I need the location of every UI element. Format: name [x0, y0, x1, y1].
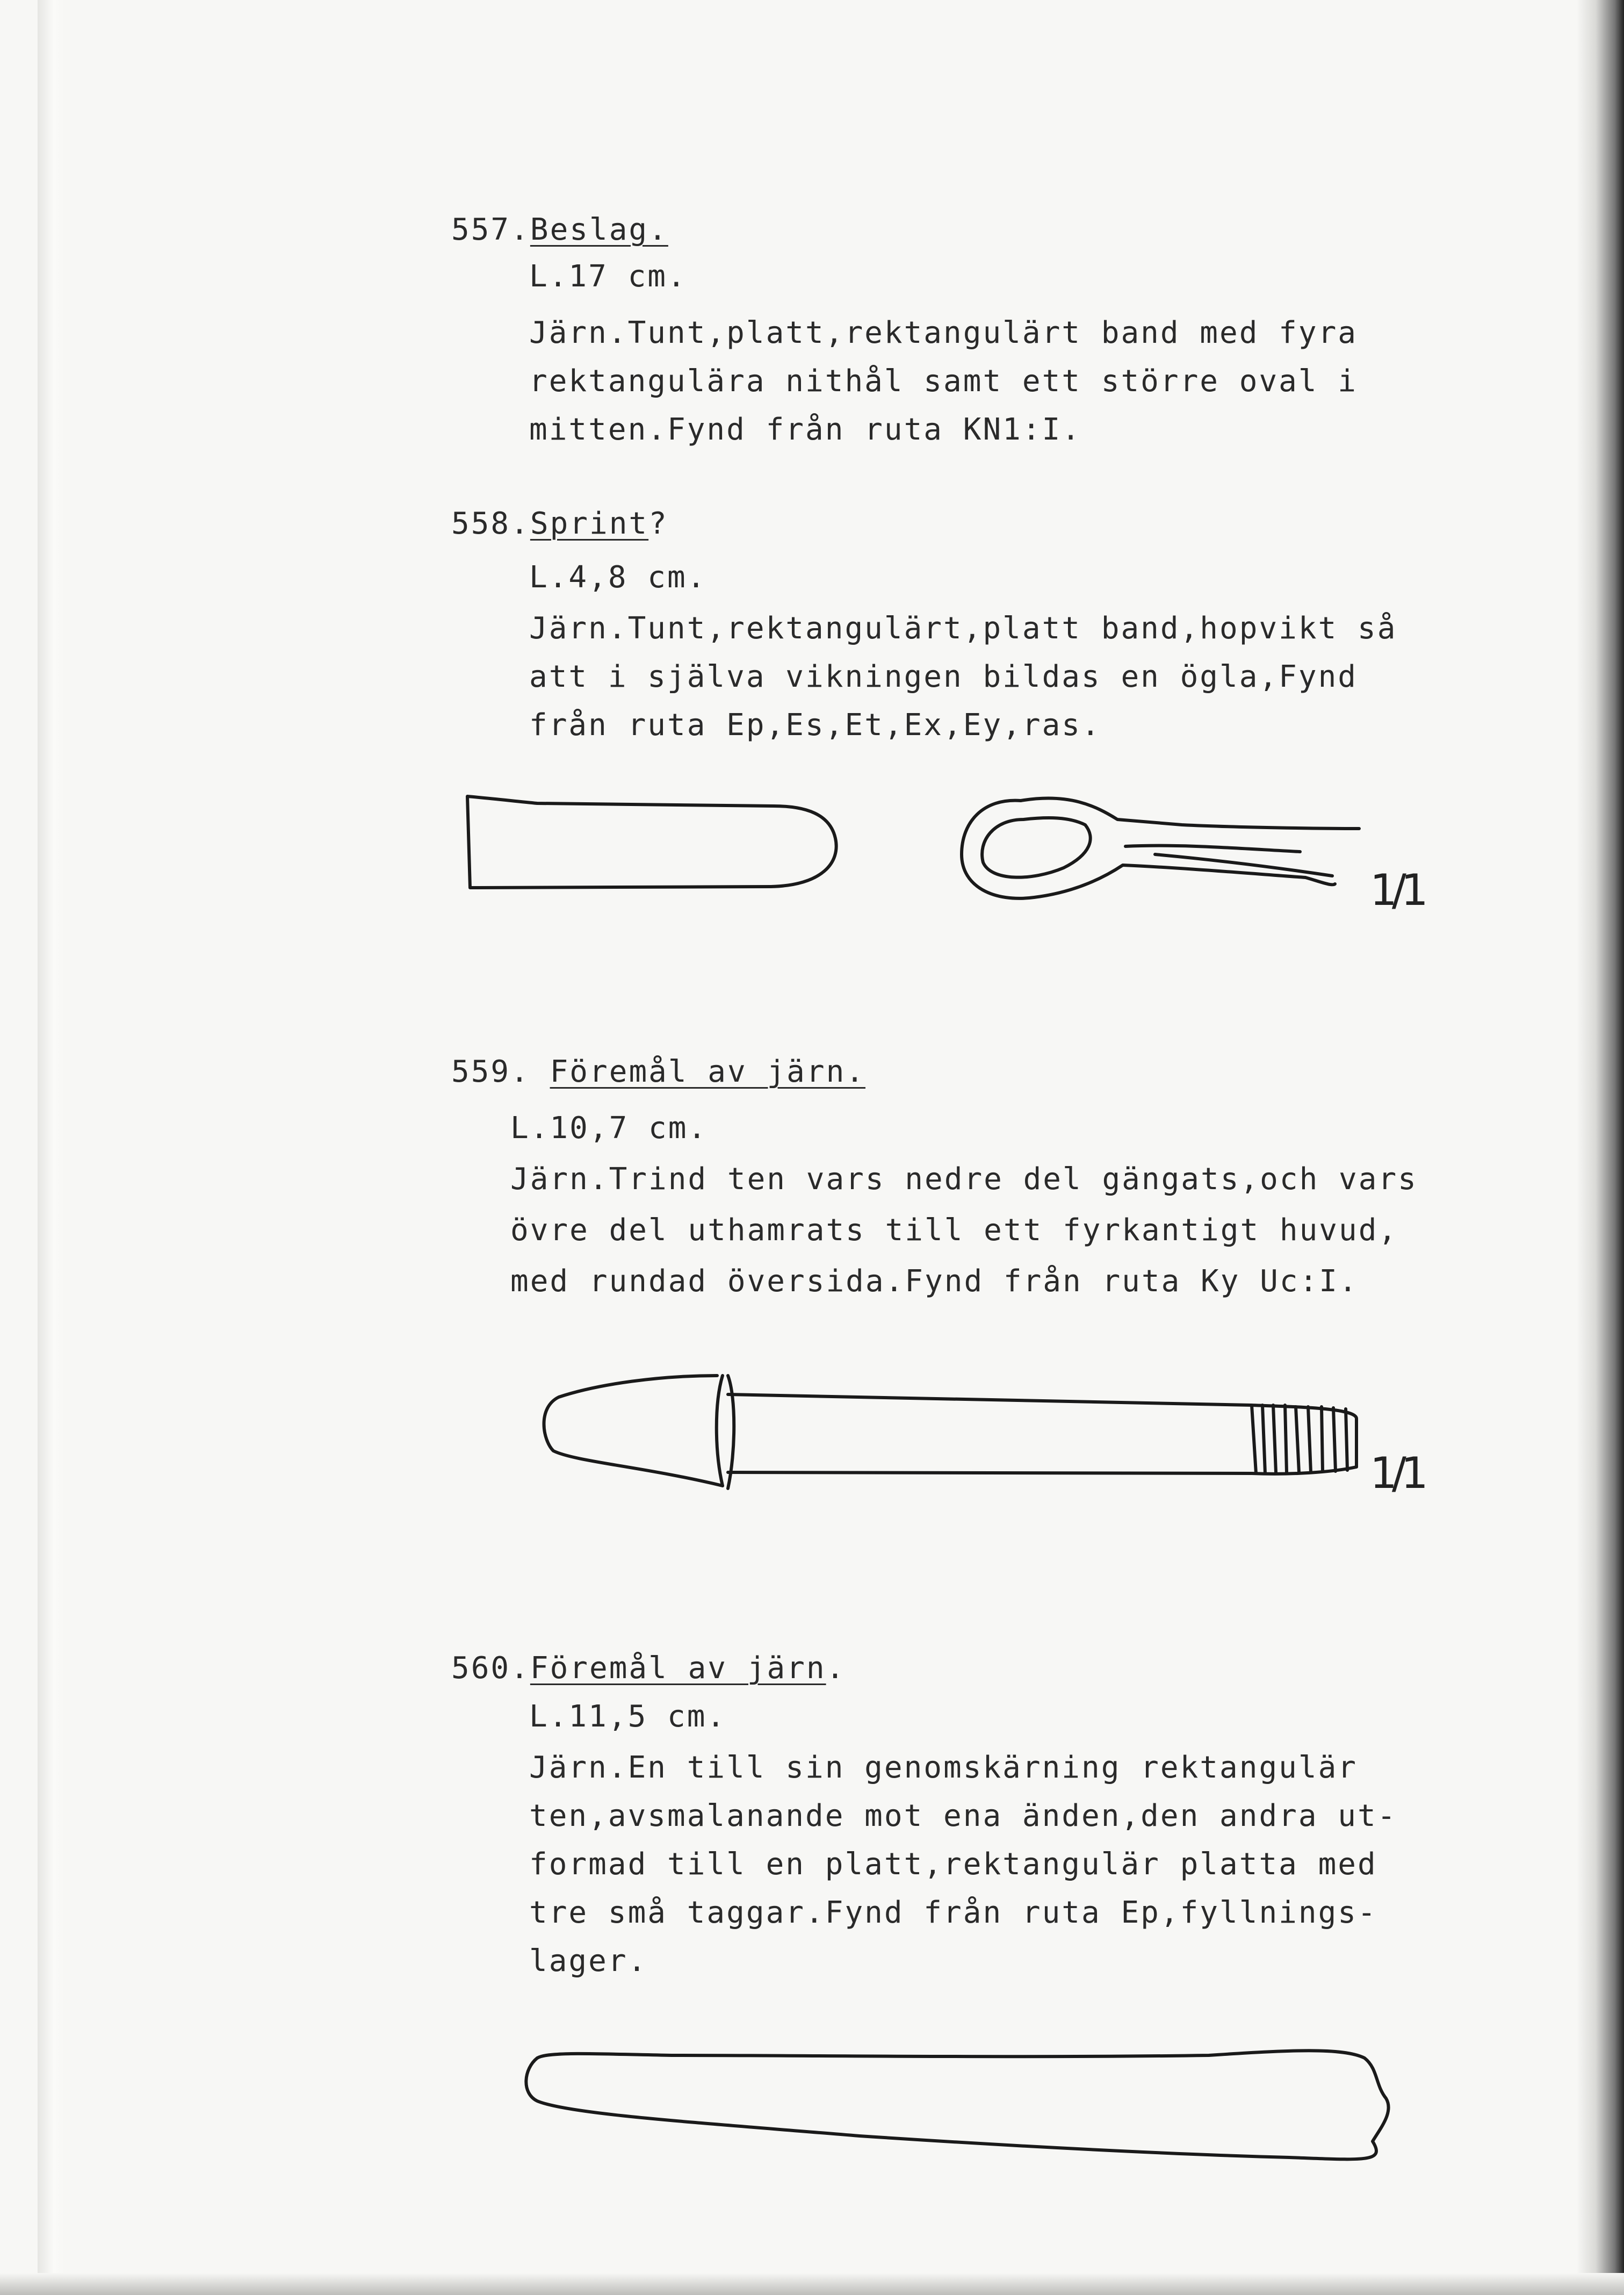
entry-description-line: Järn.En till sin genomskärning rektangulär — [529, 1750, 1358, 1785]
entry-description-line: mitten.Fynd från ruta KN1:I. — [529, 412, 1082, 447]
entry-description-line: formad till en platt,rektangulär platta med — [529, 1847, 1377, 1882]
entry-description-line: rektangulära nithål samt ett större oval i — [529, 364, 1358, 399]
scale-mark-559: 1/1 — [1370, 1448, 1423, 1498]
entry-description-line: övre del uthamrats till ett fyrkantigt huvud, — [510, 1213, 1398, 1248]
entry-description-line: lager. — [529, 1944, 648, 1979]
entry-title: Föremål av järn — [530, 1651, 826, 1686]
drawing-560-iron-object — [526, 2051, 1388, 2159]
entry-number: 557. — [451, 212, 530, 247]
entry-description-line: Järn.Tunt,platt,rektangulärt band med fyra — [529, 315, 1358, 350]
entry-title-suffix: ? — [648, 506, 668, 541]
entry-number: 559. — [451, 1054, 530, 1089]
entry-title: Föremål av järn. — [550, 1054, 866, 1089]
entry-description-line: ten,avsmalanande mot ena änden,den andra ut- — [529, 1798, 1397, 1833]
entry-title: Sprint — [530, 506, 649, 541]
entry-length: L.4,8 cm. — [529, 560, 707, 595]
drawing-559-bolt — [544, 1376, 1357, 1488]
drawing-557-strip — [467, 796, 836, 888]
drawing-558-split-pin — [962, 798, 1359, 898]
entry-description-line: tre små taggar.Fynd från ruta Ep,fyllnings- — [529, 1895, 1377, 1930]
entry-description-line: från ruta Ep,Es,Et,Ex,Ey,ras. — [529, 708, 1101, 743]
entry-length: L.11,5 cm. — [529, 1699, 727, 1734]
entry-title: Beslag. — [530, 212, 668, 247]
entry-length: L.17 cm. — [529, 259, 687, 294]
entry-title-suffix: . — [826, 1651, 846, 1686]
scale-mark-558: 1/1 — [1370, 865, 1423, 915]
entry-description-line: Järn.Tunt,rektangulärt,platt band,hopvikt så — [529, 611, 1397, 646]
entry-number: 558. — [451, 506, 530, 541]
entry-description-line: med rundad översida.Fynd från ruta Ky Uc:I. — [510, 1264, 1359, 1299]
entry-description-line: att i själva vikningen bildas en ögla,Fynd — [529, 659, 1358, 694]
entry-description-line: Järn.Trind ten vars nedre del gängats,och vars — [510, 1162, 1418, 1197]
entry-length: L.10,7 cm. — [510, 1111, 708, 1146]
entry-number: 560. — [451, 1651, 530, 1686]
